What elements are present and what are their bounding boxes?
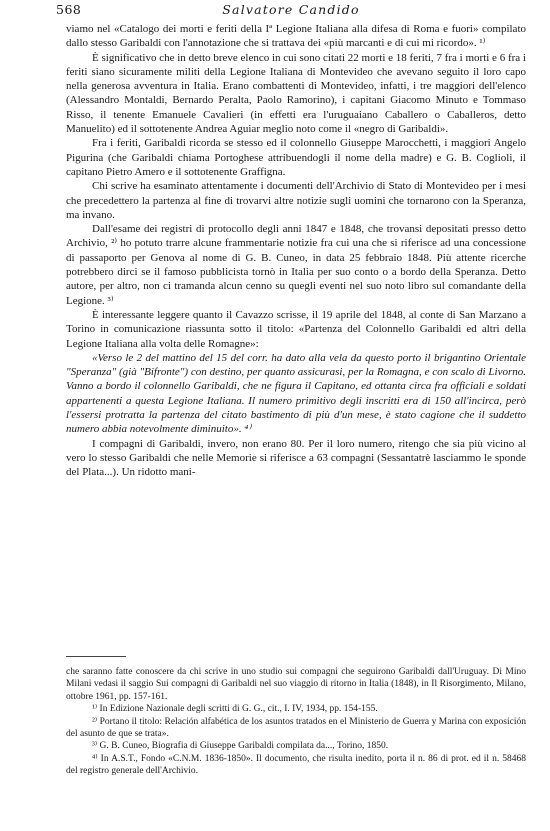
footnote: ⁴⁾ In A.S.T., Fondo «C.N.M. 1836-1850». Il documento, che risulta inedito, porta il n. 86 di prot. ed il n. 58468 del registro generale dell'Archivio.: [66, 753, 526, 777]
paragraph: Dall'esame dei registri di protocollo degli anni 1847 e 1848, che trovansi depositati presso detto Archivio, ²⁾ ho potuto trarre alcune frammentarie notizie fra cui una che si riferisce ad una concessione di passaporto per Genova al nome di G. B. Cuneo, in data 25 febbraio 1848. Più attente ricerche potrebbero dirci se il famoso pubblicista tornò in Italia per suo conto o a bordo della Speranza. Detto autore, per altro, non ci tramanda alcun cenno su quegli eventi nel suo noto libro sul comandante della Legione. ³⁾: [66, 223, 526, 307]
paragraph: Chi scrive ha esaminato attentamente i documenti dell'Archivio di Stato di Montevideo per i mesi che precedettero la partenza al fine di trovarvi altre notizie sugli uomini che tornarono con la Speranza, ma invano.: [66, 180, 526, 221]
page-number: 568: [56, 2, 82, 17]
footnote: ³⁾ G. B. Cuneo, Biografia di Giuseppe Garibaldi compilata da..., Torino, 1850.: [92, 741, 389, 752]
running-title: Salvatore Candido: [222, 2, 360, 17]
paragraph: viamo nel «Catalogo dei morti e feriti della Iª Legione Italiana alla difesa di Roma e fuori» compilato dallo stesso Garibaldi con l'annotazione che si trattava dei «più marcanti e di cui mi ricordo». ¹⁾: [66, 23, 526, 50]
main-text: [66, 22, 526, 480]
paragraph: Fra i feriti, Garibaldi ricorda se stesso ed il colonnello Giuseppe Marocchetti, i maggiori Angelo Pigurina (che Garibaldi chiama Portoghese attribuendogli il nome della madre) e G. B. Coglioli, il capitano Pietro Amero e il sottotenente Graffigna.: [66, 137, 526, 178]
paragraph: È interessante leggere quanto il Cavazzo scrisse, il 19 aprile del 1848, al conte di San Marzano a Torino in comunicazione riassunta sotto il titolo: «Partenza del Colonnello Garibaldi ed altri della Legione Italiana alla volta delle Romagne»:: [66, 308, 526, 350]
block-quote: «Verso le 2 del mattino del 15 del corr. ha dato alla vela da questo porto il brigantino Orientale "Speranza" (già "Bifronte") con destino, per quanto assicurasi, per la Romagna, e con scalo di Livorno. Vanno a bordo il colonnello Garibaldi, che ne figura il Capitano, ed ottanta circa fra officiali e soldati appartenenti a questa Legione Italiana. Il numero primitivo degli inscritti era di 150 all'incirca, però l'essersi protratta la partenza del citato bastimento di più d'un mese, è stato cagione che il suddetto numero abbia notevolmente diminuito». ⁴⁾: [66, 351, 526, 436]
footnotes: [66, 666, 526, 778]
footnote-continuation: che saranno fatte conoscere da chi scrive in uno studio sui compagni che seguirono Garibaldi dall'Uruguay. Di Mino Milani vedasi il saggio Sui compagni di Garibaldi nel suo viaggio di ritorno in Italia (1848), in Il Risorgimento, Milano, ottobre 1961, pp. 157-161.: [66, 667, 526, 702]
footnote-divider: [66, 656, 126, 657]
footnote: ¹⁾ In Edizione Nazionale degli scritti di G. G., cit., I. IV, 1934, pp. 154-155.: [92, 704, 378, 715]
paragraph: I compagni di Garibaldi, invero, non erano 80. Per il loro numero, ritengo che sia più vicino al vero lo stesso Garibaldi che nelle Memorie si riferisce a 63 compagni (Sessantatrè lasciammo le sponde del Plata...). Un ridotto mani-: [66, 437, 526, 479]
footnote: ²⁾ Portano il titolo: Relación alfabética de los asuntos tratados en el Ministerio de Guerra y Marina con exposición del asunto de que se trata».: [66, 716, 526, 740]
page-header: [56, 2, 526, 20]
paragraph: È significativo che in detto breve elenco in cui sono citati 22 morti e 18 feriti, 7 fra i morti e 6 fra i feriti siano sicuramente militi della Legione Italiana di Montevideo che avevano seguito il loro capo nella generosa avventura in Italia. Erano combattenti di Montevideo, infatti, i tre maggiori dell'elenco (Alessandro Montaldi, Bernardo Peralta, Paolo Ramorino), i capitani Giacomo Minuto e Tommaso Risso, il tenente Emanuele Cavalieri (in effetti era l'uruguaiano Caballero o Caballeros, detto Manuelito) ed il sottotenente Andrea Aguiar meglio noto come il «negro di Garibaldi».: [66, 51, 526, 136]
